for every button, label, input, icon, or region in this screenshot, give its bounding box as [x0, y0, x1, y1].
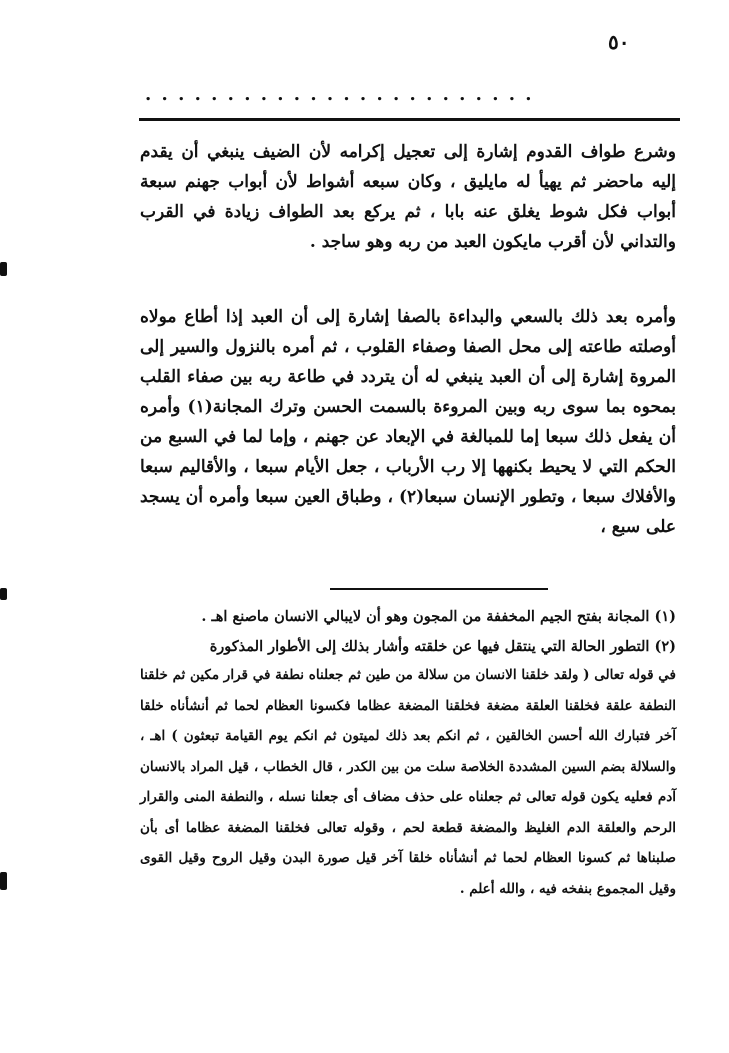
footnote-1: (١) المجانة بفتح الجيم المخففة من المجون وهو أن لايبالي الانسان ماصنع اهـ .: [201, 608, 676, 625]
page-number: ٥٠: [608, 30, 630, 54]
scan-edge-mark: [0, 262, 7, 276]
main-paragraph-2: وأمره بعد ذلك بالسعي والبداءة بالصفا إشارة إلى أن العبد إذا أطاع مولاه أوصلته طاعته إلى محل الصفا وصفاء القلوب ، ثم أمره بالنزول والسير إلى المروة إشارة إلى أن العبد ينبغي له أن يتردد في طاعة ربه بين صفاء القلب بمحوه بما سوى ربه وبين المروءة بالسمت الحسن وترك المجانة(١) وأمره أن يفعل ذلك سبعا إما للمبالغة في الإبعاد عن جهنم ، وإما لما في السبع من الحكم التي لا يحيط بكنهها إلا رب الأرباب ، جعل الأيام سبعا ، والأقاليم سبعا والأفلاك سبعا ، وتطور الإنسان سبعا(٢) ، وطباق العين سبعا وأمره أن يسجد على سبع ،: [140, 307, 676, 537]
scan-edge-mark: [0, 588, 7, 600]
running-header-dots: . . . . . . . . . . . . . . . . . . . . . . . .: [145, 84, 534, 105]
footnote-2: (٢) التطور الحالة التي ينتقل فيها عن خلقته وأشار بذلك إلى الأطوار المذكورة: [209, 638, 676, 655]
header-rule: [139, 118, 680, 121]
scan-edge-mark: [0, 872, 7, 890]
main-paragraph-1: وشرع طواف القدوم إشارة إلى تعجيل إكرامه لأن الضيف ينبغي أن يقدم إليه ماحضر ثم يهيأ له مايليق ، وكان سبعه أشواط لأن أبواب جهنم سبعة أبواب فكل شوط يغلق عنه بابا ، ثم يركع بعد الطواف زيادة في القرب والتداني لأن أقرب مايكون العبد من ربه وهو ساجد .: [140, 142, 676, 252]
footnote-separator: [330, 588, 548, 590]
footnote-2-continued: في قوله تعالى ( ولقد خلقنا الانسان من سلالة من طين ثم جعلناه نطفة في قرار مكين ثم خلقنا النطفة علقة فخلقنا العلقة مضغة فخلقنا المضغة عظاما فكسونا العظام لحما ثم أنشأناه خلقا آخر فتبارك الله أحسن الخالقين ، ثم انكم بعد ذلك لميتون ثم انكم يوم القيامة تبعثون ) اهـ ، والسلالة بضم السين المشددة الخلاصة سلت من بين الكدر ، قال الخطاب ، قيل المراد بالانسان آدم فعليه يكون قوله تعالى ثم جعلناه على حذف مضاف أى جعلنا نسله ، والنطفة المنى والقرار الرحم والعلقة الدم الغليظ والمضغة قطعة لحم ، وقوله تعالى فخلقنا المضغة عظاما أى بأن صلبناها ثم كسونا العظام لحما ثم أنشأناه خلقا آخر قيل صورة البدن وقيل الروح وقيل القوى وقيل المجموع بنفخه فيه ، والله أعلم .: [140, 667, 676, 897]
